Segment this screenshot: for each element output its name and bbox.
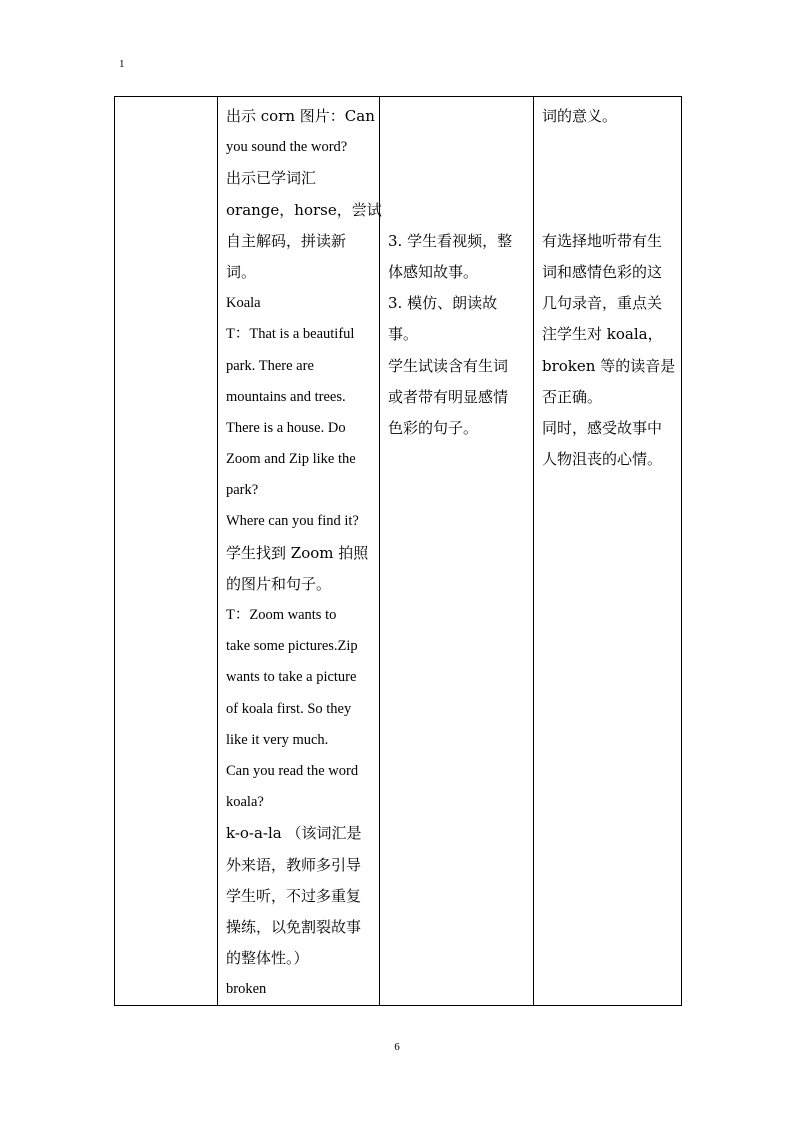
page-header-number: 1 (119, 58, 125, 70)
text-line: like it very much. (226, 731, 329, 748)
teacher-activity-text (218, 97, 382, 1005)
text-line: Koala (226, 295, 261, 312)
text-line: T：Zoom wants to (226, 607, 337, 623)
text-line: park. There are (226, 357, 314, 374)
text-line: 几句录音，重点关 (542, 294, 663, 313)
text-line: mountains and trees. (226, 388, 346, 405)
text-line: 体感知故事。 (388, 262, 479, 281)
text-line: 词和感情色彩的这 (542, 262, 663, 281)
student-activity-text (380, 97, 533, 444)
text-line: 自主解码，拼读新 (226, 231, 347, 250)
text-line: There is a house. Do (226, 419, 346, 436)
text-line: 出示 corn 图片：Can (226, 107, 375, 125)
text-line: Zoom and Zip like the (226, 451, 356, 468)
text-line: Can you read the word (226, 762, 359, 779)
text-line: T：That is a beautiful (226, 326, 355, 343)
text-line: 事。 (388, 325, 419, 344)
spacer (542, 132, 675, 226)
table-row (115, 97, 682, 1006)
text-line: k-o-a-la （该词汇是 (226, 824, 362, 843)
text-line: 词。 (226, 262, 257, 281)
text-line: 学生找到 Zoom 拍照 (226, 543, 369, 562)
table-cell-col1 (115, 97, 218, 1006)
lesson-plan-table (114, 96, 682, 1006)
text-line: park? (226, 482, 259, 499)
text-line: broken (226, 981, 267, 998)
text-line: koala? (226, 794, 264, 811)
spacer (388, 163, 527, 225)
text-line: 学生听，不过多重复 (226, 886, 362, 905)
spacer (388, 101, 527, 163)
text-line: wants to take a picture (226, 669, 357, 686)
design-intent-text (534, 97, 681, 475)
text-line: take some pictures.Zip (226, 638, 358, 655)
text-line: 否正确。 (542, 387, 603, 406)
text-line: Where can you find it? (226, 513, 359, 530)
text-line: of koala first. So they (226, 700, 352, 717)
text-line: 或者带有明显感情 (388, 387, 509, 406)
text-line: 学生试读含有生词 (388, 356, 509, 375)
text-line: 的整体性。） (226, 949, 309, 968)
text-line: 词的意义。 (542, 107, 618, 125)
table-cell-col4 (534, 97, 682, 1006)
text-line: orange，horse，尝试 (226, 200, 382, 219)
text-line: broken 等的读音是 (542, 356, 676, 375)
text-line: 的图片和句子。 (226, 574, 332, 593)
text-line: 3. 学生看视频，整 (388, 231, 513, 250)
text-line: 同时，感受故事中 (542, 418, 663, 437)
table-cell-col3 (380, 97, 534, 1006)
text-line: 色彩的句子。 (388, 418, 479, 437)
page-footer-number: 6 (394, 1041, 400, 1053)
text-line: 外来语，教师多引导 (226, 855, 362, 874)
text-line: you sound the word? (226, 139, 348, 156)
text-line: 有选择地听带有生 (542, 231, 663, 250)
table-cell-col2 (218, 97, 380, 1006)
text-line: 注学生对 koala， (542, 325, 663, 344)
text-line: 人物沮丧的心情。 (542, 450, 663, 469)
text-line: 出示已学词汇 (226, 169, 317, 188)
text-line: 3. 模仿、朗读故 (388, 294, 498, 313)
text-line: 操练，以免割裂故事 (226, 917, 362, 936)
